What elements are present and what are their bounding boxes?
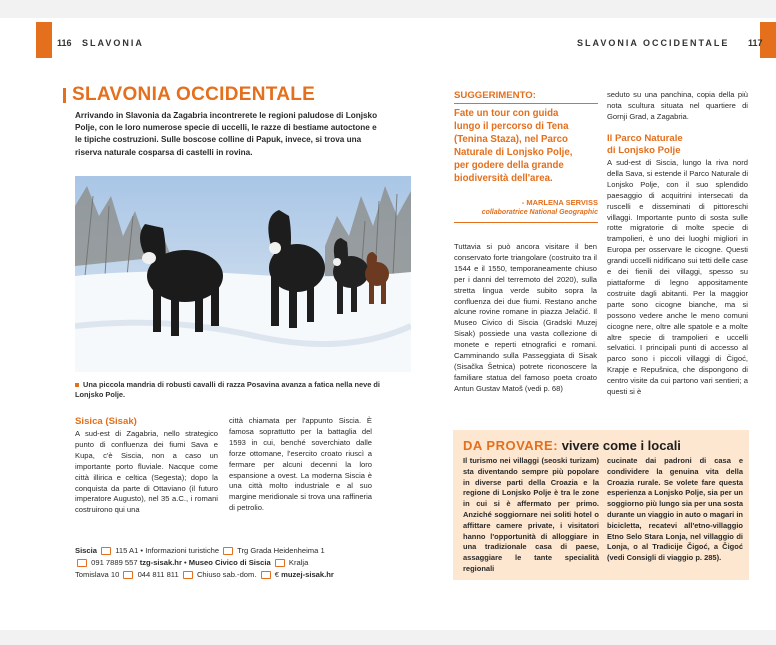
- tip-line-4: Naturale di Lonjsko Polje,: [454, 147, 573, 158]
- tip-line-3: (Tenina Staza), nel Parco: [454, 134, 568, 145]
- try-label: DA PROVARE:: [463, 438, 559, 453]
- sisak-column-2: città chiamata per l'appunto Siscia. È famosa soprattutto per la battaglia del 1593 in cui, benché soverchiato dalle forze ottomane, l'esercito croato riuscì a fermare per alcuni decenni la loro espansione a ovest. La moderna Siscia è una città molto industriale e al suo margine meridionale si trova una raffineria di petrolio.: [229, 416, 372, 513]
- tip-line-6: biodiversità dell'area.: [454, 173, 553, 184]
- sisak-column-1: A sud-est di Zagabria, nello strategico punto di confluenza dei fiumi Sava e Kupa, c'è Siscia, non a caso un importante porto fluviale. Nacque come città illirica e celtica (Segesta); dopo la conquista da parte di Ottaviano (il futuro imperatore Augusto), nel 35 a.C., i romani costruirono qui una: [75, 429, 218, 515]
- info-web-1[interactable]: tzg-sisak.hr: [139, 558, 182, 567]
- info-museum-street: Kralja: [288, 558, 309, 567]
- tip-line-1: Fate un tour con guida: [454, 108, 559, 119]
- right-column-lead: seduto su una panchina, copia della più nota scultura situata nel quartiere di Gornji Grad, a Zagabria.: [607, 90, 748, 121]
- phone-icon: [77, 559, 87, 567]
- tip-line-2: lungo il percorso di Tena: [454, 121, 569, 132]
- practical-info: [75, 545, 375, 581]
- info-tourist-address: Trg Grada Heidenheima 1: [237, 546, 325, 555]
- photo-caption: [75, 380, 385, 400]
- left-running-title: SLAVONIA: [82, 38, 144, 48]
- photo-caption-text: Una piccola mandria di robusti cavalli di razza Posavina avanza a fatica nella neve di Lonjsko Polje.: [75, 380, 380, 399]
- info-closed: Chiuso sab.-dom.: [196, 570, 257, 579]
- horses-in-snow-photo: [75, 176, 411, 372]
- info-map-ref: 115 A1: [115, 546, 139, 555]
- tip-author: - MARLENA SERVISS: [521, 198, 598, 207]
- title-marker: [63, 88, 66, 103]
- info-museum: Museo Civico di Siscia: [188, 558, 271, 567]
- tip-author-role: collaboratrice National Geographic: [481, 209, 598, 216]
- map-icon: [101, 547, 111, 555]
- try-column-2: cucinate dai padroni di casa e condividere la genuina vita della Croazia rurale. Se volete fare questa esperienza a Lonjsko Polje, sia per un soggiorno più lungo sia per una sosta durante un viaggio in auto o magari in bicicletta, recatevi all'etno-villaggio Etno Selo Stara Lonja, nel villaggio di Lonja, o al Tradicije Čigoć, a Čigoć (vedi Consigli di viaggio p. 285).: [607, 456, 743, 563]
- try-heading: [463, 438, 681, 453]
- address-icon: [223, 547, 233, 555]
- info-price: €: [274, 570, 279, 579]
- middle-column-text: Tuttavia si può ancora visitare il ben conservato forte triangolare (costruito tra il 1544 e il 1550, temporaneamente chiuso per i danni del terremoto del 2020), sulla stretta lingua verde subito sopra la confluenza dei due fiumi. Restano anche alcune rovine romane in piazza Jelačić. Il Museo Civico di Siscia (Gradski Muzej Sisak) possiede una vasta collezione di monete e reperti etnografici e romani. Camminando sulla Passeggiata di Sisak (Sisačka Šetnica) potrete riconoscere la familiare statua del famoso poeta croato Antun Gustav Matoš (vedi p. 68): [454, 242, 597, 393]
- tip-label: SUGGERIMENTO:: [454, 90, 536, 101]
- try-subtitle: vivere come i locali: [561, 438, 681, 453]
- page-title: SLAVONIA OCCIDENTALE: [72, 84, 316, 105]
- right-running-title: SLAVONIA OCCIDENTALE: [577, 38, 730, 48]
- info-phone-2: 044 811 811: [137, 570, 179, 579]
- lonjsko-text: A sud-est di Siscia, lungo la riva nord della Sava, si estende il Parco Naturale di Lonjsko Polje, con il suo splendido paesaggio di acquitrini intersecati da ruscelli e disseminati di pittoreschi villaggi. Importante punto di sosta sulle rotte migratorie di molte specie di trampolieri, è uno dei luoghi migliori in Europa per osservare le cicogne. Questi grandi uccelli nidificano sui tetti delle case e dei fienili dei villaggi, spesso su piattaforme di legno appositamente costruite dagli abitanti. Per la maggior parte sono cicogne bianche, ma si possono vedere anche le meno comuni cicogne nere, oltre alle spatole e a molte altre specie di trampolieri e uccelli selvatici. I principali punti di accesso al parco sono i piccoli villaggi di Čigoć, Krapje e Repušnica, che dispongono di centro visite da cui partono vari sentieri; a questi si è: [607, 158, 748, 397]
- price-icon: [261, 571, 271, 579]
- info-phone-1: 091 7889 557: [91, 558, 138, 567]
- lonjsko-heading-line-2: di Lonjsko Polje: [607, 145, 681, 156]
- left-page-number: 116: [57, 38, 72, 48]
- caption-bullet: [75, 383, 79, 387]
- tip-rule-top: [454, 103, 598, 104]
- page-edge-tab-left: [36, 22, 52, 58]
- address-icon-2: [275, 559, 285, 567]
- info-museum-address: Tomislava 10: [75, 570, 120, 579]
- info-line-3: [75, 569, 375, 581]
- intro-paragraph: Arrivando in Slavonia da Zagabria incontrerete le regioni paludose di Lonjsko Polje, con le loro numerose specie di uccelli, le razze di bestiame autoctone e le tipiche costruzioni. Sulle boscose colline di Papuk, invece, si trova una riserva naturale cosparsa di castelli in rovina.: [75, 111, 378, 157]
- phone-icon-2: [123, 571, 133, 579]
- info-tourist-label: Informazioni turistiche: [145, 546, 220, 555]
- tip-rule-bottom: [454, 222, 598, 223]
- info-line-2: 091 7889 557 tzg-sisak.hr • Museo Civico di Siscia Kralja: [75, 557, 375, 569]
- info-web-2[interactable]: muzej-sisak.hr: [281, 570, 334, 579]
- right-page-number: 117: [748, 38, 763, 48]
- lonjsko-heading: [607, 133, 748, 157]
- info-line-1: Siscia 115 A1 • Informazioni turistiche Trg Grada Heidenheima 1: [75, 546, 325, 555]
- tip-text: [454, 107, 602, 185]
- try-column-1: Il turismo nei villaggi (seoski turizam) sta diventando sempre più popolare in diverse parti della Croazia e la regione di Lonjsko Polje è tra le zone in cui si è affermato per primo. Anziché soggiornare nei soliti hotel o affittare camere private, i visitatori hanno l'opportunità di alloggiare in una tradizionale casa di paese, assaggiare le tante specialità regionali: [463, 456, 599, 573]
- lonjsko-heading-line-1: Il Parco Naturale: [607, 133, 683, 144]
- clock-icon: [183, 571, 193, 579]
- info-place: Siscia: [75, 546, 97, 555]
- sisak-heading: Sisica (Sisak): [75, 416, 137, 427]
- tip-line-5: per godere della grande: [454, 160, 564, 171]
